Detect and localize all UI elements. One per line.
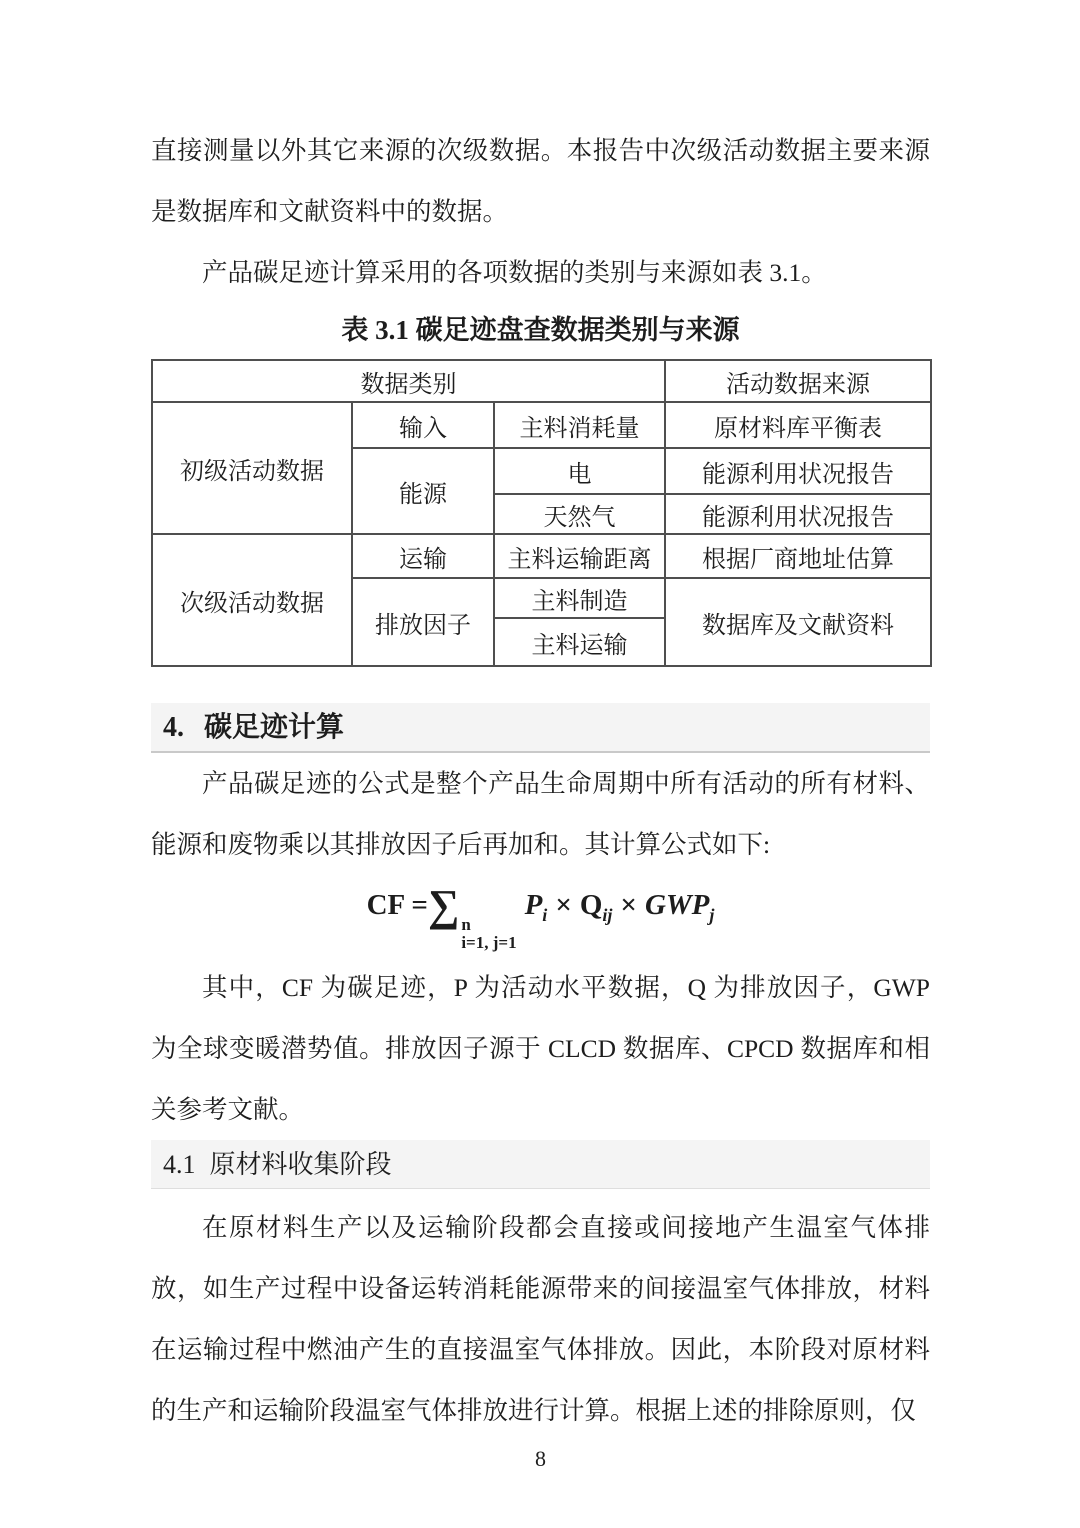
- cell-secondary-activity-data: 次级活动数据: [152, 534, 352, 666]
- cell-transport-item: 主料运输距离: [494, 534, 665, 578]
- paragraph-table-intro: 产品碳足迹计算采用的各项数据的类别与来源如表 3.1。: [202, 258, 827, 287]
- formula-term-p-subscript: i: [542, 905, 548, 925]
- header-cell-source: 活动数据来源: [665, 360, 931, 402]
- cell-transport-label: 运输: [352, 534, 494, 578]
- summation-upper-limit: n: [461, 915, 471, 934]
- cell-emission-factor-label: 排放因子: [352, 578, 494, 666]
- summation-limits: [461, 916, 516, 953]
- cell-ef-source: 数据库及文献资料: [665, 578, 931, 666]
- table-row: [152, 402, 931, 448]
- cell-electricity-source: 能源利用状况报告: [665, 448, 931, 494]
- formula-term-q-subscript: ij: [602, 905, 613, 925]
- table-row: [152, 534, 931, 578]
- cell-transport-source: 根据厂商地址估算: [665, 534, 931, 578]
- cell-ef-transport-item: 主料运输: [494, 618, 665, 666]
- data-source-table: [151, 359, 932, 667]
- table-header-row: [152, 360, 931, 402]
- summation-lower-limit: i=1, j=1: [461, 933, 517, 953]
- formula-term-gwp: GWP: [644, 889, 710, 921]
- cell-gas-item: 天然气: [494, 494, 665, 534]
- cell-input-item: 主料消耗量: [494, 402, 665, 448]
- paragraph-secondary-data: 直接测量以外其它来源的次级数据。本报告中次级活动数据主要来源是数据库和文献资料中的数据。: [151, 136, 930, 226]
- formula-lhs: CF =: [366, 889, 428, 921]
- page-number: 8: [535, 1445, 546, 1471]
- multiplication-sign: ×: [620, 889, 637, 921]
- paragraph-formula-intro: 产品碳足迹的公式是整个产品生命周期中所有活动的所有材料、能源和废物乘以其排放因子后再加和。其计算公式如下:: [151, 769, 930, 859]
- multiplication-sign: ×: [555, 889, 572, 921]
- section-title: 原材料收集阶段: [209, 1149, 392, 1179]
- summation-symbol: ∑: [427, 881, 460, 930]
- cell-energy-label: 能源: [352, 448, 494, 534]
- cell-input-source: 原材料库平衡表: [665, 402, 931, 448]
- section-number: 4.: [163, 712, 184, 743]
- cell-electricity-item: 电: [494, 448, 665, 494]
- section-number: 4.1: [163, 1149, 196, 1179]
- formula-term-q: Q: [579, 889, 603, 921]
- cell-ef-manufacture-item: 主料制造: [494, 578, 665, 618]
- cell-gas-source: 能源利用状况报告: [665, 494, 931, 534]
- carbon-footprint-formula: [151, 881, 930, 953]
- section-title: 碳足迹计算: [204, 712, 345, 743]
- paragraph-raw-material-stage: 在原材料生产以及运输阶段都会直接或间接地产生温室气体排放，如生产过程中设备运转消耗能源带来的间接温室气体排放，材料在运输过程中燃油产生的直接温室气体排放。因此，本阶段对原材料的生产和运输阶段温室气体排放进行计算。根据上述的排除原则，仅: [151, 1212, 930, 1425]
- formula-term-gwp-subscript: j: [709, 905, 715, 925]
- cell-primary-activity-data: 初级活动数据: [152, 402, 352, 534]
- document-page: [151, 0, 930, 1472]
- header-cell-category: 数据类别: [152, 360, 665, 402]
- section-heading-4: [151, 703, 930, 753]
- section-heading-4-1: [151, 1140, 930, 1189]
- cell-input-label: 输入: [352, 402, 494, 448]
- table-caption: 表 3.1 碳足迹盘查数据类别与来源: [341, 315, 740, 345]
- paragraph-formula-explanation: 其中，CF 为碳足迹，P 为活动水平数据，Q 为排放因子，GWP 为全球变暖潜势值。排放因子源于 CLCD 数据库、CPCD 数据库和相关参考文献。: [151, 972, 930, 1124]
- formula-term-p: P: [524, 889, 543, 921]
